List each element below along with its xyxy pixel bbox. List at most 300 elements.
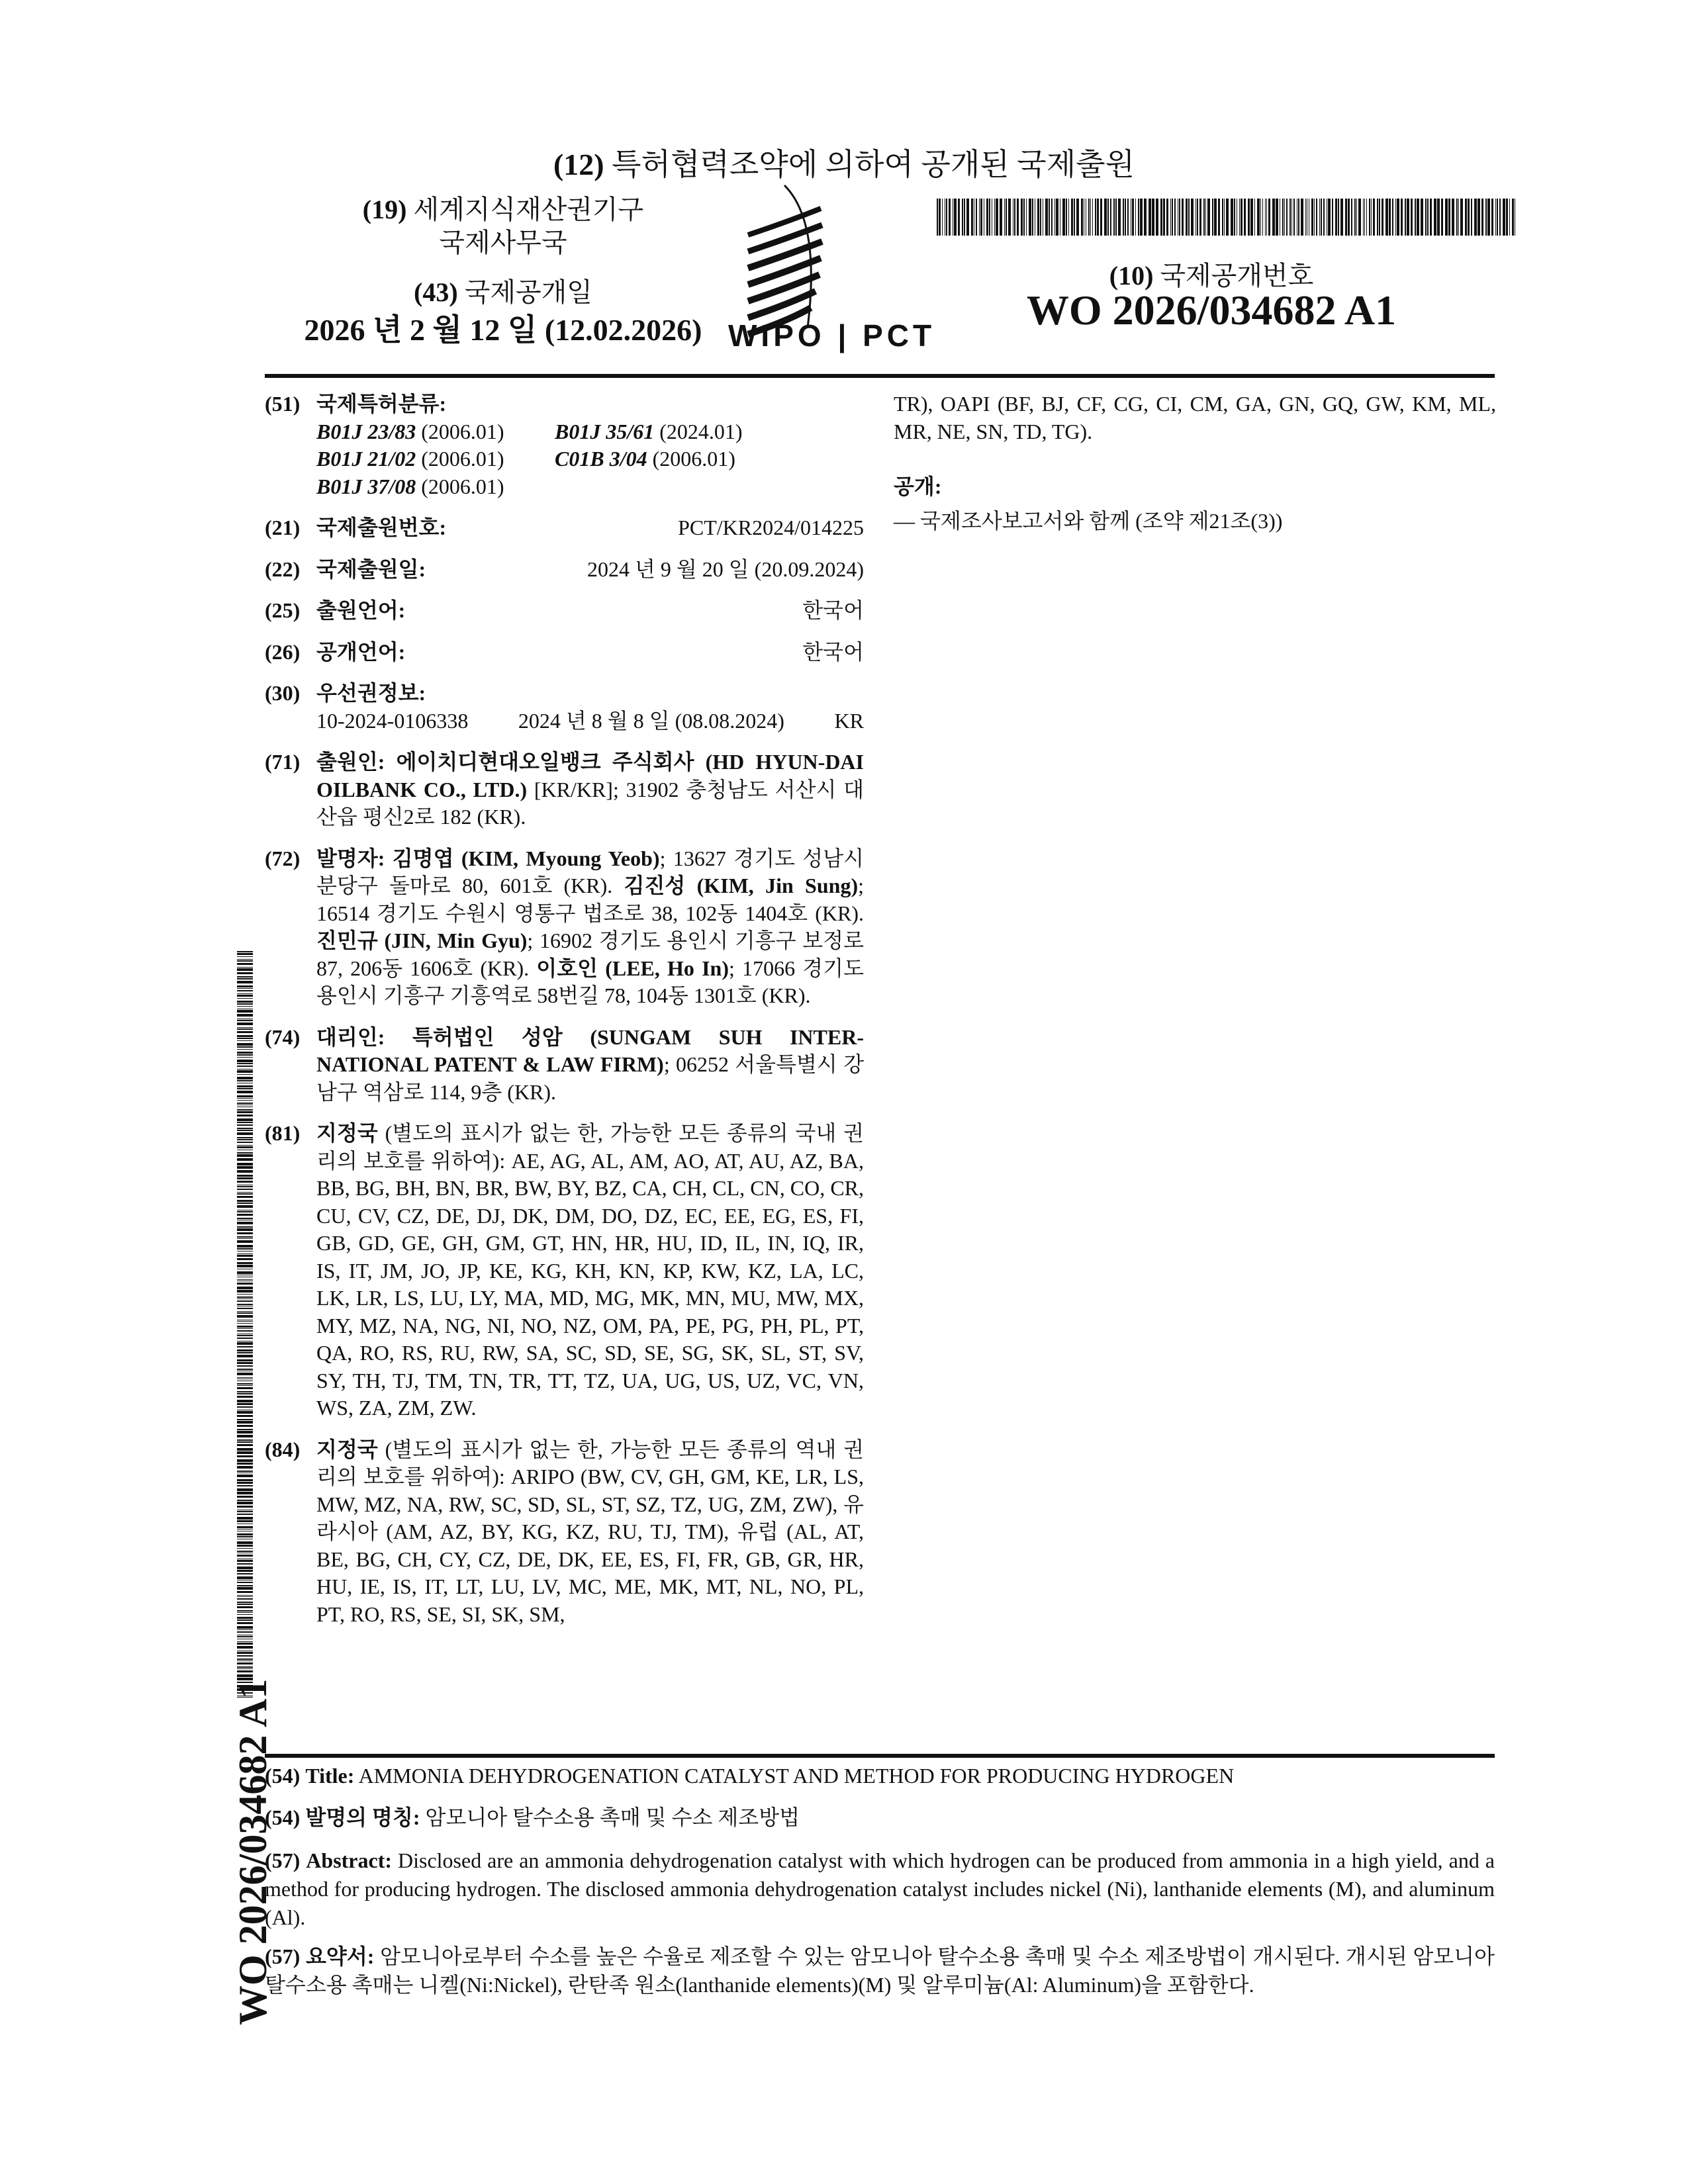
barcode-bar [1068, 199, 1069, 236]
barcode-bar [1234, 199, 1235, 236]
barcode-bar [949, 199, 951, 236]
barcode-bar [237, 1536, 253, 1537]
barcode-bar [237, 1060, 253, 1062]
barcode-bar [237, 1631, 253, 1633]
barcode-bar [237, 1146, 253, 1148]
barcode-bar [237, 1349, 253, 1351]
barcode-bar [1392, 199, 1393, 236]
barcode-bar [1512, 199, 1514, 236]
barcode-bar [237, 1659, 253, 1660]
barcode-bar [237, 1175, 253, 1177]
barcode-bar [1348, 199, 1350, 236]
barcode-bar [1487, 199, 1490, 236]
barcode-bar [1316, 199, 1317, 236]
barcode-bar [1445, 199, 1448, 236]
barcode-bar [979, 199, 980, 236]
barcode-bar [1458, 199, 1459, 236]
barcode-bar [237, 1294, 253, 1295]
barcode-bar [237, 1387, 253, 1389]
barcode-bar [1212, 199, 1213, 236]
barcode-bar [237, 1326, 253, 1328]
barcode-bar [1332, 199, 1333, 236]
publication-date-label [278, 271, 728, 309]
barcode-bar [1477, 199, 1480, 236]
barcode-bar [237, 1533, 253, 1535]
filing-language: (25) 출원언어: 한국어 [265, 597, 864, 625]
barcode-bar [237, 1674, 253, 1677]
barcode-bar [1481, 199, 1483, 236]
barcode-bar [237, 1023, 253, 1025]
barcode-bar [237, 1057, 253, 1058]
barcode-bar [1417, 199, 1419, 236]
barcode-bar [1207, 199, 1210, 236]
barcode-bar [1135, 199, 1136, 236]
barcode-bar [237, 1641, 253, 1642]
barcode-bar [237, 985, 253, 987]
barcode-bar [1138, 199, 1139, 236]
barcode-bar [237, 1040, 253, 1041]
barcode-bar [1276, 199, 1278, 236]
barcode-bar [1231, 199, 1233, 236]
barcode-bar [237, 1455, 253, 1457]
barcode-bar [237, 1596, 253, 1597]
barcode-bar [237, 1091, 253, 1093]
designated-states-national: (81) 지정국 (별도의 표시가 없는 한, 가능한 모든 종류의 국내 권리의 보호를 위하여): AE, AG, AL, AM, AO, AT, AU, AZ, BA, BB, BG, BH, BN, BR, BW, BY, BZ, CA, CH, CL, CN, CO, CR, CU, CV, CZ, DE, DJ, DK, DM, DO, DZ, EC, EE, EG, ES, FI, GB, GD, GE, GH, GM, GT, HN, HR, HU, ID, IL, IN, IQ, IR, IS, IT, JM, JO, JP, KE, KG, KH, KN, KP, KW, KZ, LA, LC, LK, LR, LS, LU, LY, MA, MD, MG, MK, MN, MU, MW, MX, MY, MZ, NA, NG, NI, NO, NZ, OM, PA, PE, PG, PH, PL, PT, QA, RO, RS, RU, RW, SA, SC, SD, SE, SG, SK, SL, ST, SV, SY, TH, TJ, TM, TN, TR, TT, TZ, UA, UG, US, UZ, VC, VN, WS, ZA, ZM, ZW. [265, 1120, 864, 1422]
barcode-bar [1160, 199, 1162, 236]
barcode-bar [1248, 199, 1250, 236]
barcode-bar [237, 1258, 253, 1260]
barcode-bar [237, 1115, 253, 1116]
barcode-bar [1373, 199, 1375, 236]
agent: (74) 대리인: 특허법인 성암 (SUNGAM SUH INTER-NATIONAL PATENT & LAW FIRM); 06252 서울특별시 강남구 역삼로 114, 9층 (KR). [265, 1024, 864, 1107]
inventors: (72) 발명자: 김명엽 (KIM, Myoung Yeob); 13627 경기도 성남시 분당구 돌마로 80, 601호 (KR). 김진성 (KIM, Jin Sung); 16514 경기도 수원시 영통구 법조로 38, 102동 1404호 (KR). 진민규 (JIN, Min Gyu); 16902 경기도 용인시 기흥구 보정로 87, 206동 1606호 (KR). 이호인 (LEE, Ho In); 17066 경기도 용인시 기흥구 기흥역로 58번길 78, 104동 1301호 (KR). [265, 845, 864, 1010]
barcode-bar [237, 1118, 253, 1121]
wipo-pct-wordmark: WIPO | PCT [728, 318, 935, 353]
barcode-bar [989, 199, 990, 236]
document-type-text: 특허협력조약에 의하여 공개된 국제출원 [612, 148, 1135, 181]
barcode-bar [237, 1520, 253, 1522]
barcode-bar [237, 1459, 253, 1462]
barcode-bar [237, 1181, 253, 1183]
barcode-bar [237, 1253, 253, 1254]
barcode-bar [237, 959, 253, 960]
barcode-bar [237, 1541, 253, 1544]
title-english: (54) Title: AMMONIA DEHYDROGENATION CATALYST AND METHOD FOR PRODUCING HYDROGEN [265, 1762, 1495, 1790]
barcode-bar [237, 1046, 253, 1048]
barcode-bar [1023, 199, 1025, 236]
barcode-bar [237, 1573, 253, 1574]
barcode-bar [237, 1070, 253, 1073]
barcode-bar [1205, 199, 1206, 236]
barcode-bar [237, 1626, 253, 1629]
barcode-bar [1293, 199, 1295, 236]
barcode-bar [237, 1652, 253, 1654]
barcode-bar [237, 1560, 253, 1562]
barcode-bar [237, 1308, 253, 1309]
title-korean: (54) 발명의 명칭: 암모니아 탈수소용 촉매 및 수소 제조방법 [265, 1803, 1495, 1832]
barcode-bar [237, 1373, 253, 1375]
barcode-bar [237, 1088, 253, 1089]
barcode-bar [1032, 199, 1033, 236]
barcode-bar [1104, 199, 1107, 236]
barcode-bar [237, 1098, 253, 1099]
barcode-bar [237, 1421, 253, 1424]
barcode-bar [942, 199, 943, 236]
applicant: (71) 출원인: 에이치디현대오일뱅크 주식회사 (HD HYUN-DAI OILBANK CO., LTD.) [KR/KR]; 31902 충청남도 서산시 대산읍 평신2로 182 (KR). [265, 749, 864, 831]
barcode-bar [1051, 199, 1053, 236]
barcode-bar [1156, 199, 1158, 236]
barcode-bar [237, 1200, 253, 1202]
barcode-bar [1115, 199, 1117, 236]
barcode-bar [1379, 199, 1380, 236]
barcode-bar [237, 1496, 253, 1498]
barcode-bar [1301, 199, 1303, 236]
barcode-bar [237, 1186, 253, 1187]
barcode-bar [237, 956, 253, 957]
barcode-bar [1506, 199, 1508, 236]
barcode-bar [1407, 199, 1409, 236]
barcode-bar [1100, 199, 1102, 236]
bottom-divider [265, 1754, 1495, 1758]
barcode-bar [1266, 199, 1267, 236]
vertical-barcode [237, 951, 253, 1669]
priority-data: (30) 우선권정보: 10-2024-0106338 2024 년 8 월 8 일 (08.08.2024) KR [265, 680, 864, 735]
barcode-bar [237, 1548, 253, 1549]
barcode-bar [237, 1614, 253, 1615]
barcode-bar [237, 1137, 253, 1138]
barcode-bar [1430, 199, 1432, 236]
barcode-bar [237, 1619, 253, 1621]
barcode-bar [237, 1514, 253, 1515]
barcode-bar [1056, 199, 1058, 236]
barcode-bar [237, 1014, 253, 1017]
barcode-bar [1474, 199, 1477, 236]
barcode-bar [1118, 199, 1121, 236]
barcode-bar [237, 1668, 253, 1669]
barcode-bar [237, 1262, 253, 1264]
barcode-bar [237, 1031, 253, 1033]
barcode-bar [1389, 199, 1391, 236]
barcode-bar [1286, 199, 1288, 236]
barcode-bar [939, 199, 941, 236]
inid-code: (10) [1109, 261, 1154, 291]
barcode-bar [1037, 199, 1039, 236]
barcode-bar [237, 1255, 253, 1257]
ipc-label: 국제특허분류: [316, 390, 864, 418]
barcode-bar [237, 1502, 253, 1504]
barcode-bar [237, 1451, 253, 1454]
barcode-bar [1140, 199, 1143, 236]
barcode-bar [1499, 199, 1501, 236]
barcode-bar [237, 1054, 253, 1056]
barcode-bar [1260, 199, 1261, 236]
barcode-bar [237, 1403, 253, 1405]
barcode-bar [1328, 199, 1331, 236]
barcode-bar [1291, 199, 1292, 236]
barcode-bar [237, 1517, 253, 1520]
barcode-bar [1397, 199, 1399, 236]
barcode-bar [237, 1154, 253, 1157]
regional-continuation: TR), OAPI (BF, BJ, CF, CG, CI, CM, GA, GN, GQ, GW, KM, ML, MR, NE, SN, TD, TG). [894, 390, 1496, 445]
barcode-bar [237, 1328, 253, 1329]
barcode-bar [237, 1419, 253, 1420]
barcode-bar [1092, 199, 1093, 236]
barcode-bar [237, 1043, 253, 1046]
barcode-bar [237, 1448, 253, 1451]
barcode-bar [237, 1103, 253, 1104]
barcode-bar [237, 1222, 253, 1224]
barcode-bar [237, 1393, 253, 1394]
barcode-bar [237, 1425, 253, 1427]
barcode-bar [971, 199, 973, 236]
barcode-bar [1110, 199, 1111, 236]
barcode-bar [237, 1500, 253, 1501]
barcode-bar [1415, 199, 1416, 236]
barcode-bar [237, 1563, 253, 1565]
barcode-bar [1497, 199, 1498, 236]
barcode-bar [237, 1463, 253, 1465]
publication-number: WO 2026/034682 A1 [914, 286, 1509, 335]
barcode-bar [1345, 199, 1347, 236]
barcode-bar [1222, 199, 1223, 236]
barcode-bar [1029, 199, 1031, 236]
barcode-bar [237, 1346, 253, 1347]
barcode-bar [1335, 199, 1337, 236]
barcode-bar [237, 1052, 253, 1054]
barcode-bar [237, 1100, 253, 1101]
barcode-bar [1088, 199, 1090, 236]
ipc-entry: B01J 37/08 (2006.01) [316, 473, 555, 501]
label: 국제공개일 [465, 277, 592, 307]
barcode-bar [1471, 199, 1472, 236]
barcode-bar [1395, 199, 1396, 236]
barcode-bar [1045, 199, 1048, 236]
barcode-bar [237, 1049, 253, 1050]
barcode-bar [237, 1526, 253, 1528]
barcode-bar [237, 1617, 253, 1619]
barcode-bar [1427, 199, 1429, 236]
barcode-bar [237, 1482, 253, 1484]
barcode-bar [237, 1444, 253, 1446]
barcode-bar [966, 199, 969, 236]
barcode-bar [1421, 199, 1423, 236]
barcode-bar [1021, 199, 1023, 236]
barcode-bar [237, 1406, 253, 1408]
barcode-bar [237, 960, 253, 962]
barcode-bar [237, 1604, 253, 1605]
barcode-bar [237, 1163, 253, 1165]
barcode-bar [237, 1595, 253, 1596]
barcode-bar [1305, 199, 1306, 236]
barcode-bar [1377, 199, 1378, 236]
publication-date: 2026 년 2 월 12 일 (12.02.2026) [278, 306, 728, 349]
barcode-bar [237, 1193, 253, 1195]
barcode-bar [1425, 199, 1427, 236]
ipc-section [265, 390, 864, 500]
office-name [278, 193, 728, 259]
barcode-bar [237, 1441, 253, 1443]
barcode-bar [962, 199, 963, 236]
barcode-bar [1239, 199, 1240, 236]
barcode-bar [237, 1124, 253, 1126]
barcode-bar [237, 1396, 253, 1398]
barcode-bar [1081, 199, 1083, 236]
barcode-bar [237, 1570, 253, 1572]
barcode-bar [237, 1369, 253, 1370]
barcode-bar [237, 1238, 253, 1239]
barcode-bar [237, 1304, 253, 1305]
barcode-bar [237, 1132, 253, 1135]
barcode-bar [237, 1311, 253, 1312]
barcode-bar [1452, 199, 1454, 236]
barcode-bar [237, 1211, 253, 1212]
barcode-bar [237, 1128, 253, 1129]
barcode-bar [1191, 199, 1194, 236]
barcode-bar [1441, 199, 1443, 236]
barcode-bar [1468, 199, 1470, 236]
barcode-bar [1340, 199, 1343, 236]
barcode-bar [237, 1636, 253, 1637]
barcode-bar [237, 988, 253, 989]
barcode-bar [237, 995, 253, 997]
barcode-bar [237, 1265, 253, 1267]
barcode-bar [1257, 199, 1260, 236]
barcode-bar [237, 1035, 253, 1037]
top-divider [265, 374, 1495, 378]
barcode-bar [1186, 199, 1188, 236]
barcode-bar [237, 1335, 253, 1336]
designated-states-regional: (84) 지정국 (별도의 표시가 없는 한, 가능한 모든 종류의 역내 권리의 보호를 위하여): ARIPO (BW, CV, GH, GM, KE, LR, LS, MW, MZ, NA, RW, SC, SD, SL, ST, SZ, TZ, UG, ZM, ZW), 유라시아 (AM, AZ, BY, KG, KZ, RU, TJ, TM), 유럽 (AL, AT, BE, BG, CH, CY, CZ, DE, DK, EE, ES, FI, FR, GB, GR, HR, HU, IE, IS, IT, LT, LU, LV, MC, ME, MK, MT, NL, NO, PL, PT, RO, RS, SE, SI, SK, SM, [265, 1436, 864, 1629]
ipc-list [316, 418, 864, 501]
barcode-bar [1014, 199, 1015, 236]
barcode-bar [237, 1342, 253, 1345]
barcode-bar [237, 1466, 253, 1469]
barcode-bar [954, 199, 957, 236]
ipc-entry: B01J 35/61 (2024.01) [555, 418, 793, 446]
barcode-bar [237, 1130, 253, 1131]
barcode-bar [237, 1158, 253, 1161]
barcode-bar [237, 978, 253, 979]
barcode-bar [237, 1226, 253, 1228]
barcode-bar [237, 1606, 253, 1608]
barcode-bar [237, 1139, 253, 1140]
barcode-bar [237, 1415, 253, 1417]
barcode-bar [237, 1177, 253, 1179]
barcode-bar [237, 1245, 253, 1248]
barcode-bar [237, 1248, 253, 1250]
barcode-bar [237, 1585, 253, 1586]
barcode-bar [237, 1232, 253, 1234]
barcode-bar [237, 1218, 253, 1219]
barcode-bar [1166, 199, 1168, 236]
barcode-bar [1262, 199, 1263, 236]
barcode-bar [1017, 199, 1019, 236]
barcode-bar [237, 1511, 253, 1512]
label: 국제공개번호 [1160, 261, 1313, 291]
barcode-bar [237, 1492, 253, 1494]
barcode-bar [964, 199, 965, 236]
barcode-bar [937, 199, 938, 236]
barcode-bar [946, 199, 947, 236]
barcode-bar [237, 1152, 253, 1154]
barcode-bar [237, 951, 253, 952]
barcode-bar [237, 1003, 253, 1005]
inid-code: (19) [363, 195, 407, 224]
barcode-bar [1197, 199, 1198, 236]
bibliographic-left-column [265, 390, 864, 1642]
barcode-bar [1076, 199, 1079, 236]
barcode-bar [237, 1670, 253, 1672]
barcode-bar [1127, 199, 1129, 236]
barcode-bar [237, 1192, 253, 1193]
barcode-bar [237, 1355, 253, 1357]
barcode-bar [237, 1582, 253, 1583]
barcode-bar [237, 1330, 253, 1332]
barcode-bar [1456, 199, 1458, 236]
barcode-bar [1282, 199, 1284, 236]
barcode-bar [1284, 199, 1285, 236]
barcode-bar [1323, 199, 1325, 236]
barcode-bar [237, 1622, 253, 1624]
barcode-bar [1074, 199, 1075, 236]
barcode-bar [237, 1439, 253, 1441]
barcode-bar [237, 1001, 253, 1003]
barcode-bar [1298, 199, 1299, 236]
barcode-bar [1226, 199, 1229, 236]
ipc-entry: B01J 21/02 (2006.01) [316, 445, 555, 473]
barcode-bar [237, 953, 253, 955]
barcode-bar [237, 1297, 253, 1298]
barcode-bar [1366, 199, 1367, 236]
barcode-bar [1203, 199, 1205, 236]
barcode-bar [237, 1283, 253, 1285]
barcode-bar [1172, 199, 1173, 236]
barcode-bar [237, 1612, 253, 1613]
barcode-bar [237, 1646, 253, 1649]
barcode-bar [237, 1240, 253, 1243]
inid-code: (51) [265, 390, 316, 500]
barcode-bar [237, 1323, 253, 1324]
office-line1: 세계지식재산권기구 [413, 195, 643, 224]
barcode-bar [237, 1095, 253, 1097]
abstract-korean: (57) 요약서: 암모니아로부터 수소를 높은 수율로 제조할 수 있는 암모니아 탈수소용 촉매 및 수소 제조방법이 개시된다. 개시된 암모니아 탈수소용 촉매는 니켈(Ni:Nickel), 란탄족 원소(lanthanide elements)(M) 및 알루미늄(Al: Aluminum)을 포함한다. [265, 1942, 1495, 1999]
barcode-bar [237, 1551, 253, 1552]
barcode-bar [237, 1196, 253, 1198]
barcode-bar [237, 1166, 253, 1169]
barcode-bar [1149, 199, 1151, 236]
barcode-bar [237, 1271, 253, 1274]
barcode-bar [237, 1085, 253, 1087]
barcode-bar [1354, 199, 1356, 236]
barcode-bar [237, 1066, 253, 1067]
barcode-bar [237, 1300, 253, 1302]
barcode-bar [1071, 199, 1073, 236]
barcode-bar [237, 1077, 253, 1079]
barcode-bar [1503, 199, 1505, 236]
barcode-bar [1338, 199, 1339, 236]
barcode-bar [237, 1287, 253, 1289]
barcode-bar [1448, 199, 1450, 236]
barcode-bar [1113, 199, 1115, 236]
barcode-bar [1152, 199, 1154, 236]
barcode-bar [1289, 199, 1291, 236]
barcode-bar [1170, 199, 1171, 236]
barcode-bar [1371, 199, 1372, 236]
barcode-bar [1254, 199, 1255, 236]
barcode-bar [1351, 199, 1352, 236]
barcode-bar [237, 1352, 253, 1353]
barcode-bar [237, 1170, 253, 1173]
